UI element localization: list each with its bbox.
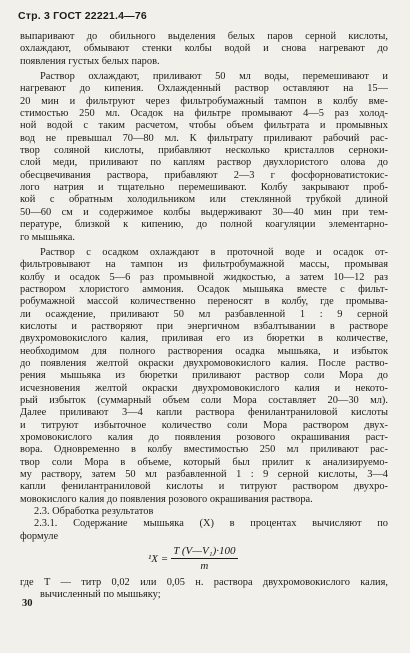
formula-lhs: ¹X = bbox=[148, 552, 169, 565]
text-line: вод не превышал 70—80 мл. К фильтрату приливают рабочий рас- bbox=[20, 132, 388, 144]
formula-explanation bbox=[20, 577, 388, 602]
formula-numerator: T (V—V₁)·100 bbox=[171, 545, 237, 559]
text-line: 2.3. Обработка результатов bbox=[34, 506, 154, 518]
formula bbox=[148, 545, 238, 573]
text-line: го мышьяка. bbox=[20, 231, 75, 243]
text-line: фильтровывают на тампон из фильтробумажной массы, промывая bbox=[20, 259, 388, 271]
text-line: необходимом для полного растворения осадка мышьяка, и избыток bbox=[20, 345, 388, 357]
text-line: стимостью 250 мл. Осадок на фильтре промывают 4—5 раз холод- bbox=[20, 108, 388, 120]
text-line: и титруют избыточное количество соли Мора раствором двух- bbox=[20, 419, 388, 431]
text-line: хромовокислого калия до появления розового окрашивания раст- bbox=[20, 432, 388, 443]
text-line: Раствор охлаждают, приливают 50 мл воды, перемешивают и bbox=[40, 71, 388, 83]
text-line: робумажной массой количественно переносят в колбу, где промыва- bbox=[20, 296, 388, 308]
text-line: появления густых белых паров. bbox=[20, 55, 160, 67]
text-line: ной водой с таким расчетом, чтобы объем фильтрата и промывных bbox=[20, 120, 388, 132]
text-line: нагревают до кипения. Охлажденный раствор оставляют на 15— bbox=[20, 83, 388, 95]
text-line: охлаждают, обмывают стенки колбы водой и снова нагревают до bbox=[20, 43, 388, 55]
text-line: ли осаждение, приливают 50 мл разбавленной 1 : 9 серной bbox=[20, 308, 388, 320]
text-line: му раствору, затем 50 мл разбавленной 1 : 9 серной кислоты, 3—4 bbox=[20, 469, 388, 481]
formula-block bbox=[20, 543, 388, 577]
text-line: Далее приливают 3—4 капли раствора фенилантраниловой кислоты bbox=[20, 407, 388, 419]
text-line: Раствор с осадком охлаждают в проточной воде и осадок от- bbox=[40, 246, 388, 258]
text-line: раствором хлористого аммония. Осадок мышьяка вместе с фильт- bbox=[20, 283, 388, 295]
text-line: слой меди, приливают по каплям раствор двухлористого олова до bbox=[20, 157, 388, 169]
text-line: исчезновения желтой окраски двухромовокислого калия и некото- bbox=[20, 382, 388, 394]
text-line: кислоты и растворяют при энергичном взбалтывании в растворе bbox=[20, 320, 388, 332]
formula-denominator: m bbox=[200, 560, 209, 573]
text-line: рый избыток (суммарный объем соли Мора составляет 20—30 мл). bbox=[20, 394, 388, 406]
text-line: формуле bbox=[20, 530, 59, 542]
page-number: 30 bbox=[22, 598, 33, 609]
text-line: вычисленный по мышьяку; bbox=[40, 589, 161, 601]
text-line: где T — титр 0,02 или 0,05 н. раствора двухромовокислого калия, bbox=[20, 577, 388, 589]
text-line: обесцвечивания раствора, прибавляют 2—3 г фосфорноватистокис- bbox=[20, 169, 388, 181]
text-line: до появления желтой окраски двухромовокислого калия. После раство- bbox=[20, 357, 388, 369]
text-line: двухромовокислого калия, приливая его из бюретки в количестве, bbox=[20, 333, 388, 345]
text-line: твор соли Мора в объеме, который был прилит к анализируемо- bbox=[20, 456, 388, 468]
text-line: 50—60 см и содержимое колбы выдерживают 30—40 мин при тем- bbox=[20, 206, 388, 218]
text-line: 20 мин и фильтруют через фильтробумажный тампон в колбу вме- bbox=[20, 95, 388, 107]
body-text bbox=[20, 31, 388, 602]
text-line: капли фенилантраниловой кислоты и титруют раствором двухро- bbox=[20, 481, 388, 493]
formula-fraction bbox=[171, 545, 237, 573]
text-line: мовокислого калия до появления розового окрашивания раствора. bbox=[20, 493, 313, 505]
text-line: кой с обратным холодильником или стеклянной трубкой длиной bbox=[20, 194, 388, 206]
text-line: вора. Одновременно в колбу вместимостью 250 мл приливают рас- bbox=[20, 444, 388, 456]
text-line: рения мышьяка из бюретки приливают раствор соли Мора до bbox=[20, 370, 388, 382]
text-line: колбу и осадок 5—6 раз промывной жидкостью, а затем 10—12 раз bbox=[20, 271, 388, 283]
text-line: 2.3.1. Содержание мышьяка (X) в процентах вычисляют по bbox=[34, 518, 388, 530]
page-header: Стр. 3 ГОСТ 22221.4—76 bbox=[18, 10, 147, 22]
text-line: выпаривают до обильного выделения белых паров серной кислоты, bbox=[20, 31, 388, 42]
text-line: пературе, близкой к кипению, до полной коагуляции элементарно- bbox=[20, 219, 388, 231]
main-text bbox=[20, 31, 388, 543]
text-line: твор соляной кислоты, прибавляют несколько кристаллов серноки- bbox=[20, 145, 388, 157]
text-line: лого натрия и тщательно перемешивают. Колбу закрывают проб- bbox=[20, 182, 388, 194]
